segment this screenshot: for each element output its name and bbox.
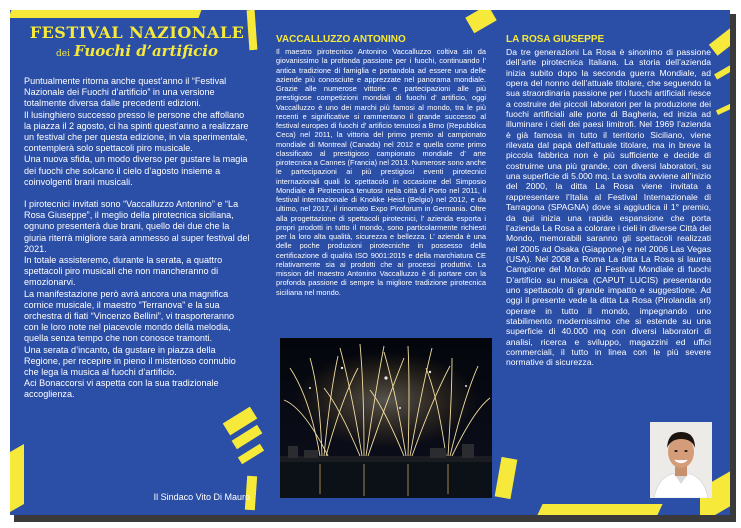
festival-title-main: Fuochi d’artificio xyxy=(74,42,218,60)
vaccalluzzo-column xyxy=(276,34,486,297)
yellow-brush-stroke xyxy=(238,444,264,465)
larosa-heading: LA ROSA GIUSEPPE xyxy=(506,34,605,45)
yellow-brush-stroke xyxy=(714,62,730,79)
festival-paragraph: Una serata d’incanto, da gustare in piazza della Regione, per recepire in pieno il misterioso connubio che lega la musica al fuochi d’artificio. xyxy=(24,344,236,378)
festival-subtitle xyxy=(24,42,250,63)
portrait-illustration xyxy=(650,422,712,498)
yellow-brush-stroke xyxy=(537,504,662,515)
larosa-column xyxy=(506,34,711,368)
festival-paragraph: Aci Bonaccorsi vi aspetta con la sua tradizionale accoglienza. xyxy=(24,378,219,400)
festival-paragraph: I pirotecnici invitati sono “Vaccalluzzo Antonino” e “La Rosa Giuseppe”, il meglio della pirotecnica siciliana, ognuno presenterà due brani, quello dei due che la giuria riterrà migliore sarà ammesso al super festival del 2021. xyxy=(24,199,250,254)
brochure-page xyxy=(10,10,730,515)
vaccalluzzo-heading: VACCALLUZZO ANTONINO xyxy=(276,34,406,45)
festival-paragraph: Una nuova sfida, un modo diverso per gustare la magia dei fuochi che solcano il cielo d’agosto insieme a coinvolgenti brani musicali. xyxy=(24,154,248,187)
yellow-brush-stroke xyxy=(709,26,730,56)
festival-paragraph: Il lusinghiero successo presso le persone che affollano la piazza il 2 agosto, ci ha spinti quest’anno a realizzare un festival che per questa edizione, in via sperimentale, contemplerà solo spettacoli piro musicale. xyxy=(24,109,249,154)
festival-paragraph: La manifestazione però avrà ancora una magnifica cornice musicale, il maestro “Terranova” e la sua orchestra di fiati “Vincenzo Bellini”, vi trasporteranno con le loro note nel piacevole mondo della melodia, quella senza tempo che non conosce tramonti. xyxy=(24,288,235,344)
festival-paragraph: In totale assisteremo, durante la serata, a quattro spettacoli piro musicali che non mancheranno di emozionarvi. xyxy=(24,255,223,288)
festival-title-prefix: dei xyxy=(56,49,70,59)
larosa-portrait xyxy=(650,422,712,498)
yellow-brush-stroke xyxy=(465,10,497,33)
vaccalluzzo-body: Il maestro pirotecnico Antonino Vaccalluzzo coltiva sin da giovanissimo la profonda passione per i fuochi, continuando l’ antica tradizione di famiglia e portandola ad essere una delle aziende più conosciute e apprezzate nel panorama mondiale. Grazie alle numerose vittorie e partecipazioni alle più prestigiose competizioni mondiali di fuochi d’ artificio, oggi Vaccalluzzo è uno dei marchi più famosi al mondo, tra le più recenti e significative si rammentano il grande successo al festival europeo di fuochi d’ artificio tenutosi a Brno (Repubblica Ceca) nel 2011, la vittoria del primo premio al campionato mondiale di Montreal (Canada) nel 2012 e quella come primo classificato al prestigioso campionato mondiale d’ arte pirotecnica a Cannes (Francia) nel 2013. Numerose sono anche le partecipazioni ai più prestigiosi eventi pirotecnici internazionali quali lo spettacolo in occasione del Simposio Mondiale di Pirotecnica tenutosi nella città di Porto nel 2011, il festival internazionale di Knokke Heist (Belgio) nel 2012, e da ultimo, nel 2017, il rinomato Expo Piroforum in Germania. Oltre alla progettazione di spettacoli pirotecnici, l’ azienda esporta i propri prodotti in tutto il mondo, sono particolarmente richiesti per la loro alta qualità, sicurezza e bellezza. L’ azienda è una delle poche produzioni pirotecniche in possesso della certificazione di qualità ISO 9001:2015 e della marchiatura CE relativamente sia ai prodotti che ai processi produttivi. La mission del maestro Antonino Vaccalluzzo è di portare con la profonda passione di sempre la migliore tradizione pirotecnica siciliana nel mondo. xyxy=(276,47,486,297)
yellow-brush-stroke xyxy=(495,457,518,499)
festival-paragraph-spacer xyxy=(24,188,250,199)
larosa-body: Da tre generazioni La Rosa è sinonimo di passione dell’arte pirotecnica Italiana. La storia dell’azienda inizia subito dopo la seconda guerra Mondiale, ad opera del nonno dell’attuale titolare, che seguendo la sua straordinaria passione per i fuochi artificiali riesce a costruire dei piccoli laboratori per la produzione dei fuochi artificiali alle porte di Bagheria, ed inizia ad illuminare i cieli dei paesi limitrofi. Nel 1969 l’azienda è già famosa in tutto il territorio Siciliano, viene rilevata dal papà dell’attuale titolare, ma in breve la piccola fabbrica non è più sufficiente e decide di costruirne una più grande, con diversi laboratori, su una superficie di 5.000 mq. La svolta avviene all’inizio del 2000, la ditta La Rosa viene invitata a rappresentare l’Italia al Festival Internazionale di Tarragona (SPAGNA) dove si aggiudica il 1° premio, da qui inizia una rapida espansione che porta l’azienda La Rosa a colorare i cieli in diverse Città del Mondo, memorabili saranno gli spettacoli realizzati nel 2005 ad Osaka (Giappone) e nel 2006 Las Vegas (USA). Nel 2008 a Roma La ditta La Rosa si laurea Campione del Mondo al Festival Mondiale di fuochi D’artificio su musica (CAPUT LUCIS) presentando uno spettacolo di grande impatto e suggestione. Ad oggi il presente vede la ditta La Rosa (Pirolandia srl) operare in tutto il mondo, impegnando uno stabilimento modernissimo che si estende su una superficie di 40.000 mq con diversi laboratori di analisi, ricerca e sviluppo, magazzini ed uffici commerciali, il tutto in linea con le più severe normative di sicurezza. xyxy=(506,47,711,368)
fireworks-illustration xyxy=(280,338,492,498)
yellow-brush-stroke xyxy=(10,444,24,512)
festival-title: FESTIVAL NAZIONALE xyxy=(29,23,245,42)
festival-paragraph: Puntualmente ritorna anche quest’anno il “Festival Nazionale dei Fuochi d’artificio” in una versione totalmente diversa dalle precedenti edizioni. xyxy=(24,76,227,109)
yellow-brush-stroke xyxy=(716,102,730,115)
festival-column xyxy=(24,23,250,502)
yellow-brush-stroke xyxy=(10,10,201,18)
mayor-signature: Il Sindaco Vito Di Mauro xyxy=(153,492,250,502)
fireworks-photo xyxy=(280,338,492,498)
